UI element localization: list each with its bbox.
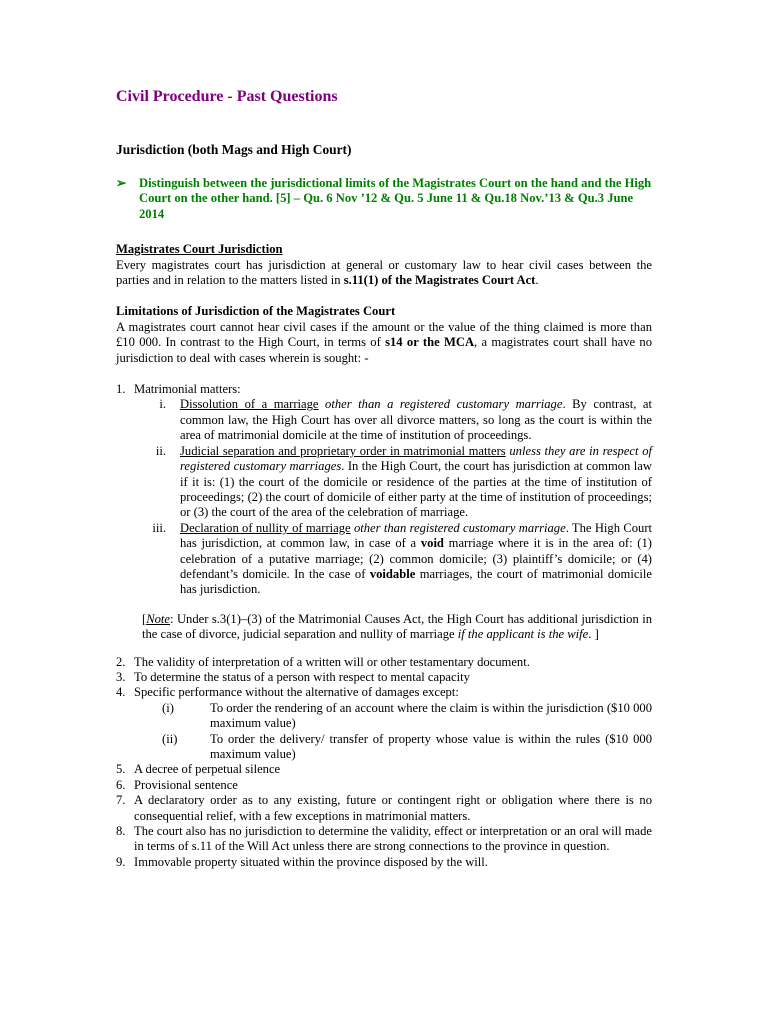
sub-list-item xyxy=(134,521,652,598)
sub-list-text: To order the delivery/ transfer of property whose value is within the rules ($10 000 maximum value) xyxy=(210,731,652,761)
mags-jurisdiction-heading: Magistrates Court Jurisdiction xyxy=(116,242,283,257)
section-heading: Jurisdiction (both Mags and High Court) xyxy=(116,142,352,157)
specific-performance-sublist xyxy=(134,701,652,763)
note-label: Note xyxy=(146,611,170,626)
list-item-text: The court also has no jurisdiction to determine the validity, effect or interpretation or an oral will made in terms of s.11 of the Will Act unless there are strong connections to the province in question. xyxy=(134,824,652,854)
list-item xyxy=(116,824,652,855)
sub-item-title: Judicial separation and proprietary order in matrimonial matters xyxy=(180,443,506,458)
list-item-number: 7. xyxy=(116,793,126,808)
list-item-body xyxy=(134,382,652,598)
sub-list-number: ii. xyxy=(155,443,166,458)
sub-item-text: . By contrast, at common law, the High Court has over all divorce matters, so long as the court is within the area of matrimonial domicile at the time of institution of proceedings. xyxy=(180,397,652,443)
list-item-number: 3. xyxy=(116,669,126,684)
arrow-bullet-icon: ➢ xyxy=(116,176,127,190)
list-item-text: A declaratory order as to any existing, future or contingent right or obligation where there is no consequential relief, with a few exceptions in matrimonial matters. xyxy=(134,793,652,823)
sub-list-number: (i) xyxy=(162,700,174,715)
list-item xyxy=(116,685,652,762)
list-item-number: 5. xyxy=(116,762,126,777)
list-item-number: 8. xyxy=(116,824,126,839)
sub-list-text xyxy=(180,521,652,598)
limitations-heading: Limitations of Jurisdiction of the Magistrates Court xyxy=(116,304,396,319)
sub-item-qualifier: other than registered customary marriage xyxy=(350,520,566,535)
voidable-term: voidable xyxy=(369,566,416,581)
list-item xyxy=(116,778,652,793)
list-item-number: 1. xyxy=(116,382,126,397)
sub-list-item xyxy=(134,732,652,763)
sub-list-item xyxy=(134,397,652,443)
note-bracket-open: [ xyxy=(142,611,147,626)
note-paragraph xyxy=(142,612,652,643)
mags-act-reference: s.11(1) of the Magistrates Court Act xyxy=(343,273,536,288)
document-body xyxy=(116,86,652,870)
question-item xyxy=(116,176,652,222)
list-item xyxy=(116,382,652,598)
list-item-number: 6. xyxy=(116,777,126,792)
sub-item-qualifier: unless they are in respect of registered customary marriages xyxy=(180,443,652,474)
void-term: void xyxy=(420,536,444,551)
limitations-text-part: A magistrates court cannot hear civil cases if the amount or the value of the thing claimed is more than £10 000. In contrast to the High Court, in terms of xyxy=(116,319,652,350)
note-text: : Under s.3(1)–(3) of the Matrimonial Causes Act, the High Court has additional jurisdiction in the case of divorce, judicial separation and nullity of marriage xyxy=(142,611,652,642)
sub-list-number: i. xyxy=(159,397,166,412)
limitations-text-end: , a magistrates court shall have no jurisdiction to deal with cases wherein is sought: - xyxy=(116,335,652,365)
list-item-number: 2. xyxy=(116,654,126,669)
sub-item-text: . In the High Court, the court has jurisdiction at common law if it is: (1) the court of the domicile or residence of the parties at the time of institution of proceedings; (2) the court of domicile of either party at the time of institution of proceedings; or (3) the court of the area of the celebration of marriage. xyxy=(180,459,652,520)
sub-item-title: Dissolution of a marriage xyxy=(180,397,319,412)
sub-list-number: (ii) xyxy=(162,731,178,746)
list-item xyxy=(116,655,652,670)
list-item xyxy=(116,855,652,870)
sub-item-title: Declaration of nullity of marriage xyxy=(180,520,351,535)
matrimonial-sublist xyxy=(134,397,652,597)
limitations-text xyxy=(116,320,652,366)
sub-list-number: iii. xyxy=(152,520,166,535)
mags-text-part: Every magistrates court has jurisdiction at general or customary law to hear civil cases between the parties and in relation to the matters listed in xyxy=(116,257,652,288)
mags-jurisdiction-text xyxy=(116,258,652,289)
limitations-block xyxy=(116,304,652,366)
list-item-body xyxy=(134,685,652,762)
sub-list-item xyxy=(134,444,652,521)
sub-item-text: marriages, the court of matrimonial domicile has jurisdiction. xyxy=(180,566,652,597)
sub-list-text xyxy=(180,444,652,521)
list-item xyxy=(116,762,652,777)
note-italic-text: if the applicant is the wife xyxy=(457,627,589,642)
list-item-text: Immovable property situated within the province disposed by the will. xyxy=(134,854,488,869)
question-text: Distinguish between the jurisdictional limits of the Magistrates Court on the hand and the High Court on the other hand. [5] – Qu. 6 Nov ’12 & Qu. 5 June 11 & Qu.18 Nov.’13 & Qu.3 June 2014 xyxy=(139,176,652,221)
list-item-text: Specific performance without the alternative of damages except: xyxy=(134,685,459,700)
sub-item-qualifier: other than a registered customary marriage xyxy=(318,397,563,412)
sub-item-text: marriage where it is in the area of: (1) celebration of a putative marriage; (2) common domicile; (3) plaintiff’s domicile; or (4) defendant’s domicile. In the case of xyxy=(180,536,652,581)
sub-list-text xyxy=(180,397,652,443)
list-item-number: 9. xyxy=(116,854,126,869)
sub-item-text: . The High Court has jurisdiction, at common law, in case of a xyxy=(180,520,653,551)
list-item xyxy=(116,670,652,685)
mca-reference: s14 or the MCA xyxy=(385,335,475,350)
list-item-text: The validity of interpretation of a written will or other testamentary document. xyxy=(134,654,530,669)
list-item xyxy=(116,793,652,824)
list-item-text: To determine the status of a person with respect to mental capacity xyxy=(134,669,470,684)
mags-text-end: . xyxy=(535,273,539,288)
mags-jurisdiction-block xyxy=(116,242,652,288)
sub-list-item xyxy=(134,701,652,732)
page-title: Civil Procedure - Past Questions xyxy=(116,88,338,105)
list-item-number: 4. xyxy=(116,685,126,700)
sub-list-text: To order the rendering of an account where the claim is within the jurisdiction ($10 000 maximum value) xyxy=(210,700,652,731)
list-item-text: Provisional sentence xyxy=(134,777,238,792)
list-item-label: Matrimonial matters: xyxy=(134,382,241,397)
list-item-text: A decree of perpetual silence xyxy=(134,762,281,777)
limitations-list xyxy=(116,382,652,598)
note-bracket-close: . ] xyxy=(588,627,599,642)
limitations-list-continued xyxy=(116,655,652,871)
